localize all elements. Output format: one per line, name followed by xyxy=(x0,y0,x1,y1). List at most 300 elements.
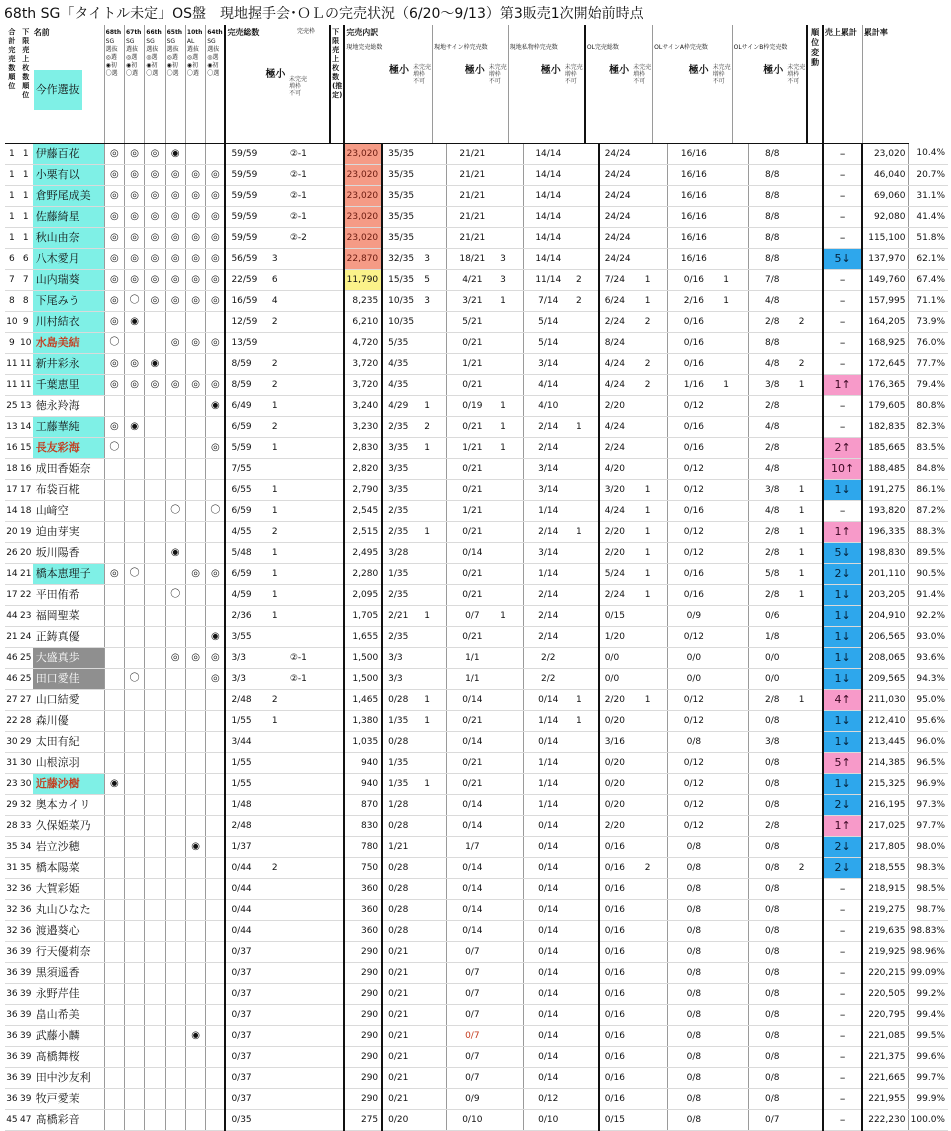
sold-frame-cell xyxy=(288,563,309,584)
spacer-cell xyxy=(330,374,344,395)
selection-mark xyxy=(206,1004,226,1025)
sold-total-cell: 59/59 xyxy=(225,185,270,206)
selection-mark xyxy=(145,395,165,416)
genchi-private-cell: 0/14 xyxy=(523,1004,573,1025)
selection-mark xyxy=(185,752,205,773)
spacer-cell xyxy=(508,647,523,668)
spacer-cell xyxy=(330,500,344,521)
rank-total-cell: 21 xyxy=(5,626,19,647)
genchi-sign-cell: 0/7 xyxy=(446,941,498,962)
rank-limit-cell: 18 xyxy=(19,500,33,521)
cumulative-rate-cell: 97.7% xyxy=(909,815,948,836)
genchi-private-cell: 14/14 xyxy=(523,206,573,227)
cumulative-rate-cell: 84.8% xyxy=(909,458,948,479)
genchi-private-cell: 0/14 xyxy=(523,857,573,878)
spacer-cell xyxy=(653,500,667,521)
ol-sign-a-cell: 0/8 xyxy=(667,1067,720,1088)
sold-total-cell: 0/44 xyxy=(225,920,270,941)
genchi-private-cell: 0/14 xyxy=(523,689,573,710)
ol-sign-a-cell: 0/16 xyxy=(667,437,720,458)
ol-kyoku-cell xyxy=(643,416,653,437)
spacer-cell xyxy=(433,710,447,731)
spacer-cell xyxy=(330,773,344,794)
ol-sign-b-kyoku-cell xyxy=(796,185,807,206)
selection-mark xyxy=(145,458,165,479)
rank-limit-cell: 25 xyxy=(19,668,33,689)
genchi-kyoku-cell xyxy=(422,815,433,836)
genchi-private-kyoku-cell xyxy=(573,1025,585,1046)
ol-kyoku-cell: 1 xyxy=(643,542,653,563)
genchi-total-cell: 35/35 xyxy=(382,206,422,227)
spacer-cell xyxy=(585,227,599,248)
rank-change-badge: – xyxy=(823,185,862,206)
selection-mark: ◉ xyxy=(165,143,185,164)
spacer-cell xyxy=(732,605,748,626)
table-row xyxy=(5,878,948,899)
limit-sales-cell: 11,790 xyxy=(344,269,382,290)
cumulative-rate-cell: 99.6% xyxy=(909,1046,948,1067)
spacer-cell xyxy=(508,962,523,983)
ol-sign-b-cell: 8/8 xyxy=(748,332,796,353)
ol-sign-a-cell: 16/16 xyxy=(667,227,720,248)
spacer-cell xyxy=(433,794,447,815)
selection-mark: ◎ xyxy=(185,374,205,395)
rank-total-cell: 28 xyxy=(5,815,19,836)
spacer-cell xyxy=(585,458,599,479)
selection-mark xyxy=(124,500,144,521)
cumulative-sales-cell: 220,795 xyxy=(862,1004,909,1025)
limit-sales-cell: 1,465 xyxy=(344,689,382,710)
spacer-cell xyxy=(807,773,823,794)
cumulative-sales-cell: 196,335 xyxy=(862,521,909,542)
ol-sign-a-kyoku-cell xyxy=(720,647,732,668)
ol-sign-b-cell: 3/8 xyxy=(748,479,796,500)
spacer-cell xyxy=(508,479,523,500)
sold-total-cell: 6/59 xyxy=(225,416,270,437)
rank-total-cell: 36 xyxy=(5,1088,19,1109)
selection-mark xyxy=(206,605,226,626)
spacer-cell xyxy=(508,227,523,248)
rank-total-cell: 14 xyxy=(5,500,19,521)
ol-sign-b-kyoku-cell xyxy=(796,206,807,227)
cumulative-rate-cell: 98.5% xyxy=(909,878,948,899)
genchi-total-cell: 32/35 xyxy=(382,248,422,269)
ol-kyoku-cell xyxy=(643,731,653,752)
rank-total-cell: 29 xyxy=(5,794,19,815)
selection-mark: ◎ xyxy=(206,248,226,269)
selection-mark: ◎ xyxy=(185,332,205,353)
kyoku-count-cell: 1 xyxy=(271,563,288,584)
spacer-cell xyxy=(732,479,748,500)
spacer-cell xyxy=(807,815,823,836)
selection-mark xyxy=(185,584,205,605)
genchi-sign-cell: 0/7 xyxy=(446,983,498,1004)
rank-change-badge: – xyxy=(823,290,862,311)
spacer-cell xyxy=(330,1109,344,1130)
spacer-cell xyxy=(330,290,344,311)
cumulative-sales-cell: 216,195 xyxy=(862,794,909,815)
ol-kyoku-cell: 2 xyxy=(643,374,653,395)
limit-sales-cell: 1,500 xyxy=(344,647,382,668)
selection-mark xyxy=(165,899,185,920)
spacer-cell xyxy=(653,416,667,437)
kyoku-count-cell xyxy=(271,773,288,794)
ol-sign-a-cell: 0/8 xyxy=(667,731,720,752)
selection-mark: ◎ xyxy=(104,206,124,227)
sold-total-cell: 56/59 xyxy=(225,248,270,269)
genchi-private-cell: 0/14 xyxy=(523,1025,573,1046)
genchi-total-cell: 0/28 xyxy=(382,899,422,920)
member-name: 近藤沙樹 xyxy=(33,773,104,794)
selection-mark: ◎ xyxy=(124,374,144,395)
rank-limit-cell: 1 xyxy=(19,143,33,164)
sold-frame-cell xyxy=(288,1067,309,1088)
table-row xyxy=(5,1109,948,1130)
ol-sign-a-kyoku-cell xyxy=(720,962,732,983)
genchi-sign-cell: 0/21 xyxy=(446,710,498,731)
rank-total-cell: 10 xyxy=(5,311,19,332)
genchi-kyoku-cell: 3 xyxy=(422,248,433,269)
rank-limit-cell: 20 xyxy=(19,542,33,563)
table-row xyxy=(5,374,948,395)
kyoku-count-cell: 1 xyxy=(271,395,288,416)
spacer-cell xyxy=(585,269,599,290)
member-name: 大盛真歩 xyxy=(33,647,104,668)
spacer-cell xyxy=(732,164,748,185)
selection-mark xyxy=(145,815,165,836)
rank-change-badge: – xyxy=(823,500,862,521)
spacer-cell xyxy=(330,269,344,290)
ol-sign-a-cell: 0/16 xyxy=(667,500,720,521)
member-name: 水島美結 xyxy=(33,332,104,353)
selection-mark: ◎ xyxy=(145,374,165,395)
rank-limit-cell: 30 xyxy=(19,773,33,794)
kyoku-count-cell xyxy=(271,752,288,773)
ol-sign-b-cell: 0/8 xyxy=(748,794,796,815)
spacer-cell xyxy=(309,794,330,815)
genchi-kyoku-cell xyxy=(422,185,433,206)
table-row xyxy=(5,458,948,479)
spacer-cell xyxy=(330,1025,344,1046)
genchi-private-kyoku-cell xyxy=(573,962,585,983)
ol-sign-b-cell: 0/8 xyxy=(748,752,796,773)
spacer-cell xyxy=(585,1067,599,1088)
genchi-total-cell: 0/28 xyxy=(382,815,422,836)
spacer-cell xyxy=(330,458,344,479)
ol-kyoku-cell xyxy=(643,395,653,416)
limit-sales-cell: 780 xyxy=(344,836,382,857)
cumulative-rate-cell: 88.3% xyxy=(909,521,948,542)
rank-limit-cell: 24 xyxy=(19,626,33,647)
sold-total-cell: 5/59 xyxy=(225,437,270,458)
table-row xyxy=(5,542,948,563)
spacer-cell xyxy=(807,1025,823,1046)
selection-mark xyxy=(145,1004,165,1025)
selection-mark xyxy=(124,1109,144,1130)
ol-sign-b-cell: 0/8 xyxy=(748,836,796,857)
genchi-total-cell: 1/35 xyxy=(382,752,422,773)
ol-sign-a-cell: 0/16 xyxy=(667,332,720,353)
spacer-cell xyxy=(309,479,330,500)
rank-change-header: 順位変動 xyxy=(807,25,823,143)
ol-sign-b-cell: 0/8 xyxy=(748,710,796,731)
cumulative-rate-cell: 41.4% xyxy=(909,206,948,227)
ol-kyoku-cell xyxy=(643,920,653,941)
genchi-kyoku-cell xyxy=(422,983,433,1004)
genchi-total-cell: 0/21 xyxy=(382,1025,422,1046)
sold-frame-cell xyxy=(288,857,309,878)
cumulative-rate-cell: 79.4% xyxy=(909,374,948,395)
sold-total-cell: 7/55 xyxy=(225,458,270,479)
selection-mark xyxy=(104,1067,124,1088)
spacer-cell xyxy=(508,248,523,269)
ol-kyoku-cell: 1 xyxy=(643,584,653,605)
selection-mark xyxy=(206,1046,226,1067)
selection-mark xyxy=(165,605,185,626)
ol-total-cell: 2/20 xyxy=(599,521,643,542)
genchi-kyoku-cell xyxy=(422,752,433,773)
genchi-sign-kyoku-cell xyxy=(498,941,508,962)
genchi-sign-cell: 0/14 xyxy=(446,689,498,710)
spacer-cell xyxy=(433,983,447,1004)
genchi-private-kyoku-cell: 2 xyxy=(573,269,585,290)
kyoku-count-cell: 2 xyxy=(271,416,288,437)
selection-mark xyxy=(165,1088,185,1109)
spacer-cell xyxy=(585,374,599,395)
ol-kyoku-cell: 1 xyxy=(643,290,653,311)
selection-mark xyxy=(185,668,205,689)
cumulative-rate-cell: 98.7% xyxy=(909,899,948,920)
genchi-sign-kyoku-cell xyxy=(498,521,508,542)
sold-total-cell: 0/35 xyxy=(225,1109,270,1130)
ol-sign-a-header-cell: OLサインA枠完売数 極小 未完売 増枠 不可 xyxy=(653,25,732,143)
spacer-cell xyxy=(807,857,823,878)
sold-total-cell: 59/59 xyxy=(225,143,270,164)
spacer-cell xyxy=(508,353,523,374)
rank-limit-cell: 36 xyxy=(19,920,33,941)
selection-mark xyxy=(165,752,185,773)
spacer-cell xyxy=(732,857,748,878)
spacer-cell xyxy=(585,395,599,416)
genchi-total-cell: 2/35 xyxy=(382,521,422,542)
sold-total-cell: 0/37 xyxy=(225,983,270,1004)
genchi-kyoku-cell xyxy=(422,1109,433,1130)
selection-mark xyxy=(185,311,205,332)
rank-change-badge: – xyxy=(823,332,862,353)
spacer-cell xyxy=(309,941,330,962)
spacer-cell xyxy=(508,605,523,626)
selection-mark xyxy=(145,794,165,815)
rank-change-badge: 2↓ xyxy=(823,857,862,878)
cumulative-sales-cell: 204,910 xyxy=(862,605,909,626)
sold-total-cell: 6/59 xyxy=(225,500,270,521)
spacer-cell xyxy=(807,143,823,164)
ol-sign-a-cell: 16/16 xyxy=(667,185,720,206)
genchi-kyoku-cell: 1 xyxy=(422,689,433,710)
ol-total-cell: 0/16 xyxy=(599,983,643,1004)
selection-mark: ◎ xyxy=(206,437,226,458)
genchi-kyoku-cell xyxy=(422,164,433,185)
limit-sales-cell: 360 xyxy=(344,878,382,899)
table-row xyxy=(5,416,948,437)
spacer-cell xyxy=(433,248,447,269)
genchi-sign-cell: 0/14 xyxy=(446,815,498,836)
ol-sign-b-cell: 0/8 xyxy=(748,1067,796,1088)
spacer-cell xyxy=(508,1067,523,1088)
spacer-cell xyxy=(653,605,667,626)
genchi-private-kyoku-cell: 1 xyxy=(573,416,585,437)
spacer-cell xyxy=(807,479,823,500)
rank-limit-cell: 39 xyxy=(19,1046,33,1067)
ol-sign-b-kyoku-cell: 2 xyxy=(796,311,807,332)
selection-mark xyxy=(145,1088,165,1109)
selection-mark: ◎ xyxy=(206,164,226,185)
rank-total-cell: 17 xyxy=(5,584,19,605)
spacer-cell xyxy=(309,836,330,857)
rank-limit-cell: 39 xyxy=(19,1067,33,1088)
ol-sign-b-cell: 0/0 xyxy=(748,647,796,668)
genchi-total-cell: 3/35 xyxy=(382,458,422,479)
genchi-kyoku-cell: 1 xyxy=(422,605,433,626)
ol-kyoku-cell xyxy=(643,962,653,983)
ol-sign-a-kyoku-cell xyxy=(720,815,732,836)
genchi-sign-cell: 21/21 xyxy=(446,143,498,164)
rank-limit-cell: 39 xyxy=(19,962,33,983)
ol-kyoku-cell xyxy=(643,836,653,857)
selection-mark xyxy=(185,500,205,521)
selection-mark: ◎ xyxy=(124,353,144,374)
selection-mark xyxy=(206,941,226,962)
ol-kyoku-cell xyxy=(643,941,653,962)
ol-sign-a-kyoku-cell xyxy=(720,416,732,437)
selection-mark xyxy=(124,332,144,353)
spacer-cell xyxy=(585,185,599,206)
cumulative-rate-header: 累計率 xyxy=(862,25,909,143)
genchi-sign-cell: 0/14 xyxy=(446,731,498,752)
ol-sign-b-kyoku-cell xyxy=(796,794,807,815)
ol-kyoku-cell xyxy=(643,1088,653,1109)
cumulative-sales-cell: 220,505 xyxy=(862,983,909,1004)
kyoku-count-cell xyxy=(271,458,288,479)
genchi-private-cell: 0/14 xyxy=(523,962,573,983)
ol-kyoku-cell xyxy=(643,983,653,1004)
spacer-cell xyxy=(330,605,344,626)
limit-sales-cell: 870 xyxy=(344,794,382,815)
kyoku-count-cell xyxy=(271,227,288,248)
genchi-private-cell: 0/14 xyxy=(523,836,573,857)
rank-limit-cell: 21 xyxy=(19,563,33,584)
ol-sign-a-cell: 0/16 xyxy=(667,563,720,584)
spacer-cell xyxy=(508,710,523,731)
selection-mark xyxy=(124,752,144,773)
sold-total-cell: 1/37 xyxy=(225,836,270,857)
selection-mark: ◎ xyxy=(206,563,226,584)
ol-sign-b-kyoku-cell: 1 xyxy=(796,521,807,542)
rank-limit-cell: 13 xyxy=(19,395,33,416)
genchi-sign-kyoku-cell: 1 xyxy=(498,437,508,458)
limit-sales-cell: 1,705 xyxy=(344,605,382,626)
genchi-private-kyoku-cell xyxy=(573,1067,585,1088)
ol-total-cell: 4/24 xyxy=(599,353,643,374)
spacer-cell xyxy=(732,647,748,668)
genchi-private-cell: 1/14 xyxy=(523,752,573,773)
rank-limit-cell: 1 xyxy=(19,185,33,206)
member-name: 畠山希美 xyxy=(33,1004,104,1025)
cumulative-rate-cell: 99.7% xyxy=(909,1067,948,1088)
ol-sign-a-cell: 16/16 xyxy=(667,206,720,227)
selection-mark xyxy=(145,731,165,752)
sold-frame-cell xyxy=(288,731,309,752)
ol-sign-a-cell: 0/16 xyxy=(667,269,720,290)
spacer-cell xyxy=(309,521,330,542)
selection-mark xyxy=(145,311,165,332)
rank-total-cell: 1 xyxy=(5,185,19,206)
selection-mark xyxy=(104,710,124,731)
selection-mark xyxy=(145,332,165,353)
single-65-header: 65th SG 選抜 ◎選 ◉初 〇選 xyxy=(165,25,185,143)
selection-mark xyxy=(145,416,165,437)
spacer-cell xyxy=(732,1109,748,1130)
kyoku-count-cell xyxy=(271,626,288,647)
ol-total-cell: 4/24 xyxy=(599,416,643,437)
spacer-cell xyxy=(807,584,823,605)
spacer-cell xyxy=(309,689,330,710)
genchi-total-cell: 0/21 xyxy=(382,1088,422,1109)
genchi-private-cell: 0/14 xyxy=(523,983,573,1004)
selection-mark xyxy=(104,941,124,962)
selection-mark xyxy=(206,1088,226,1109)
kyoku-count-cell xyxy=(271,647,288,668)
genchi-sign-kyoku-cell xyxy=(498,668,508,689)
cumulative-rate-cell: 93.6% xyxy=(909,647,948,668)
cumulative-rate-cell: 83.5% xyxy=(909,437,948,458)
spacer-cell xyxy=(309,878,330,899)
selection-mark: ◎ xyxy=(104,353,124,374)
spacer-cell xyxy=(309,647,330,668)
spacer-cell xyxy=(653,878,667,899)
spacer-cell xyxy=(653,269,667,290)
spacer-cell xyxy=(309,920,330,941)
rank-limit-cell: 27 xyxy=(19,689,33,710)
selection-mark xyxy=(165,1109,185,1130)
genchi-private-kyoku-cell xyxy=(573,185,585,206)
genchi-kyoku-cell xyxy=(422,332,433,353)
ol-total-cell: 8/24 xyxy=(599,332,643,353)
spacer-cell xyxy=(433,521,447,542)
cumulative-sales-cell: 217,025 xyxy=(862,815,909,836)
spacer-cell xyxy=(732,1067,748,1088)
member-name: 秋山由奈 xyxy=(33,227,104,248)
genchi-kyoku-cell xyxy=(422,731,433,752)
genchi-private-cell: 3/14 xyxy=(523,353,573,374)
selection-mark xyxy=(104,983,124,1004)
genchi-total-cell: 0/21 xyxy=(382,941,422,962)
rank-limit-cell: 11 xyxy=(19,374,33,395)
selection-mark xyxy=(145,941,165,962)
genchi-sign-kyoku-cell xyxy=(498,185,508,206)
rank-total-cell: 17 xyxy=(5,479,19,500)
spacer-cell xyxy=(585,899,599,920)
ol-sign-b-kyoku-cell xyxy=(796,1088,807,1109)
kyoku-count-cell xyxy=(271,878,288,899)
selection-mark xyxy=(165,1046,185,1067)
spacer-cell xyxy=(330,1004,344,1025)
genchi-sign-cell: 0/7 xyxy=(446,1046,498,1067)
ol-sign-b-kyoku-cell xyxy=(796,416,807,437)
selection-mark xyxy=(124,437,144,458)
ol-sign-a-cell: 16/16 xyxy=(667,143,720,164)
ol-sign-a-kyoku-cell xyxy=(720,164,732,185)
